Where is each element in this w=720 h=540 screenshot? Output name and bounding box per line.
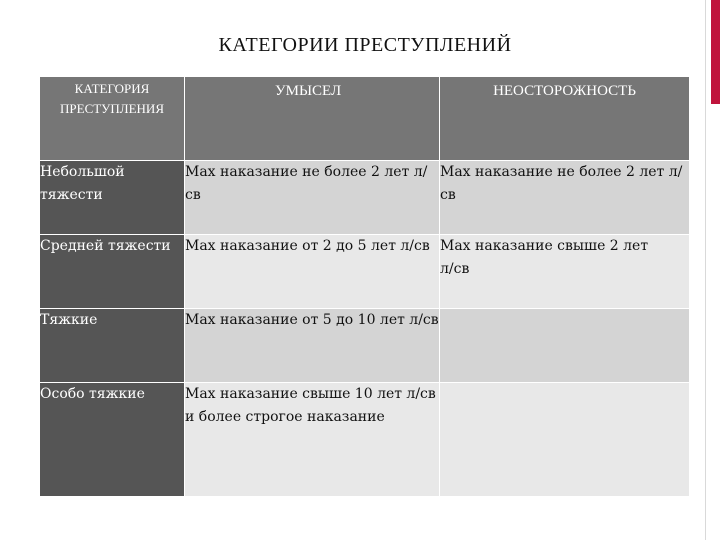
table-row xyxy=(40,383,690,497)
category-cell: Небольшой тяжести xyxy=(40,161,185,235)
table-row xyxy=(40,309,690,383)
negligence-line-2: л/св xyxy=(440,261,470,277)
table-row xyxy=(40,235,690,309)
intent-cell: Max наказание от 2 до 5 лет л/св xyxy=(185,235,440,309)
intent-cell: Max наказание свыше 10 лет л/св и более строгое наказание xyxy=(185,383,440,497)
table-header-row xyxy=(40,77,690,161)
negligence-cell xyxy=(440,235,690,309)
negligence-line-1: Max наказание свыше 2 лет xyxy=(440,238,649,254)
negligence-cell xyxy=(440,383,690,497)
intent-cell: Max наказание не более 2 лет л/св xyxy=(185,161,440,235)
category-cell: Особо тяжкие xyxy=(40,383,185,497)
table-row xyxy=(40,161,690,235)
header-intent: УМЫСЕЛ xyxy=(185,77,440,161)
intent-cell: Max наказание от 5 до 10 лет л/св xyxy=(185,309,440,383)
crime-categories-table xyxy=(39,76,690,497)
header-category: КАТЕГОРИЯ ПРЕСТУПЛЕНИЯ xyxy=(40,77,185,161)
category-cell: Тяжкие xyxy=(40,309,185,383)
category-cell: Средней тяжести xyxy=(40,235,185,309)
accent-rule xyxy=(705,0,706,540)
page-title: КАТЕГОРИИ ПРЕСТУПЛЕНИЙ xyxy=(218,34,512,56)
negligence-cell: Max наказание не более 2 лет л/св xyxy=(440,161,690,235)
header-negligence: НЕОСТОРОЖНОСТЬ xyxy=(440,77,690,161)
negligence-cell xyxy=(440,309,690,383)
